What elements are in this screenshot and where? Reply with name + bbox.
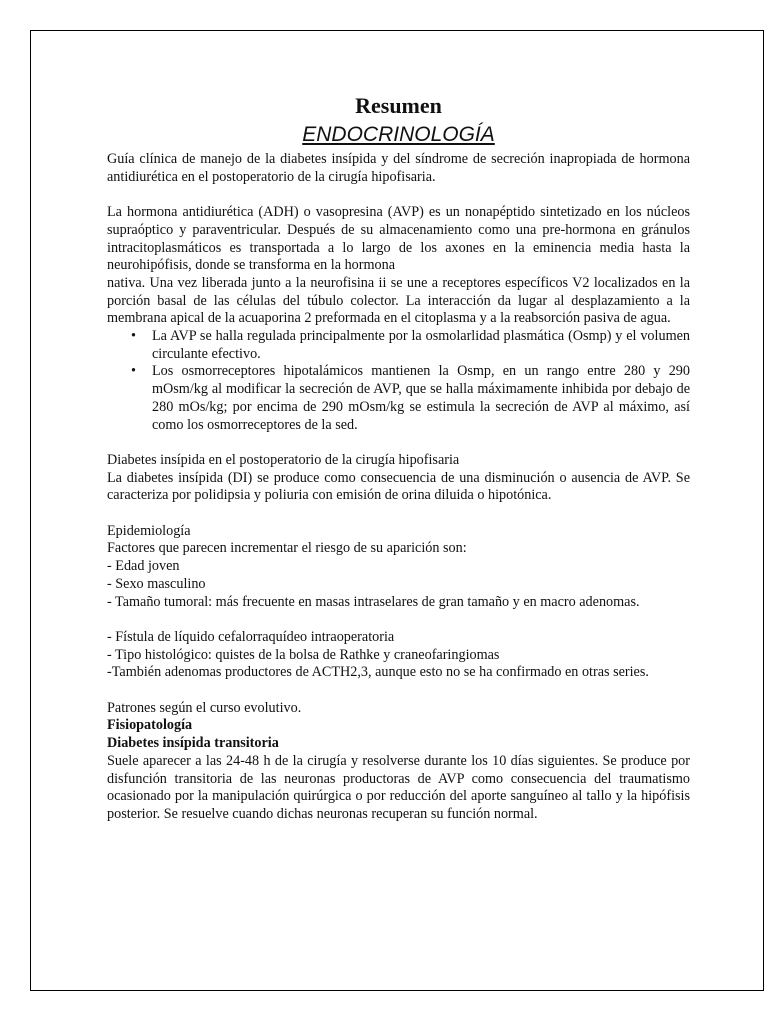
bullet-icon: • xyxy=(131,328,136,345)
transient-di-paragraph: Suele aparecer a las 24-48 h de la cirugía y resolverse durante los 10 días siguientes. Se produce por disfunción transitoria de las neuronas productoras de AVP como consecuencia del traumatismo ocasionado por la manipulación quirúrgica o por reducción del aporte sanguíneo al tallo y la hipófisis posterior. Se resuelve cuando dichas neuronas recuperan su función normal. xyxy=(107,752,690,822)
list-item xyxy=(131,328,690,363)
bullet-icon: • xyxy=(131,363,136,380)
transient-di-heading: Diabetes insípida transitoria xyxy=(107,735,279,752)
page-subtitle: ENDOCRINOLOGÍA xyxy=(302,123,495,146)
risk-item: - Edad joven xyxy=(107,558,180,575)
intro-paragraph: Guía clínica de manejo de la diabetes insípida y del síndrome de secreción inapropiada de hormona antidiurética en el postoperatorio de la cirugía hipofisaria. xyxy=(107,151,690,185)
document-page xyxy=(30,30,764,991)
bullet-text: Los osmorreceptores hipotalámicos mantienen la Osmp, en un rango entre 280 y 290 mOsm/kg al modificar la secreción de AVP, que se halla máximamente inhibida por debajo de 280 mOs/kg; por encima de 290 mOsm/kg se estimula la secreción de AVP al máximo, así como los osmorreceptores de la sed. xyxy=(152,363,690,433)
adh-paragraph-part1: La hormona antidiurética (ADH) o vasopresina (AVP) es un nonapéptido sintetizado en los núcleos supraóptico y paraventricular. Después de su almacenamiento como una pre-hormona en gránulos intracitoplasmáticos es transportada a lo largo de los axones en la eminencia media hasta la neurohipófisis, donde se transforma en la hormona xyxy=(107,204,690,274)
physiopathology-heading: Fisiopatología xyxy=(107,717,193,734)
bullet-list xyxy=(107,328,690,434)
document-body xyxy=(107,91,690,824)
adh-paragraph-part2: nativa. Una vez liberada junto a la neurofisina ii se une a receptores específicos V2 localizados en la porción basal de las células del túbulo colector. La interacción da lugar al desplazamiento a la membrana apical de la acuaporina 2 preformada en el citoplasma y a la reabsorción pasiva de agua. xyxy=(107,274,690,327)
epidemiology-lead: Factores que parecen incrementar el riesgo de su aparición son: xyxy=(107,540,467,557)
page-title: Resumen xyxy=(355,93,442,118)
risk-item: -También adenomas productores de ACTH2,3, aunque esto no se ha confirmado en otras series. xyxy=(107,664,649,681)
risk-item: - Tamaño tumoral: más frecuente en masas intraselares de gran tamaño y en macro adenomas. xyxy=(107,593,640,610)
di-paragraph: La diabetes insípida (DI) se produce como consecuencia de una disminución o ausencia de AVP. Se caracteriza por polidipsia y poliuria con emisión de orina diluida o hipotónica. xyxy=(107,469,690,504)
patterns-lead: Patrones según el curso evolutivo. xyxy=(107,699,302,716)
di-heading: Diabetes insípida en el postoperatorio de la cirugía hipofisaria xyxy=(107,451,460,468)
epidemiology-heading: Epidemiología xyxy=(107,522,191,539)
list-item xyxy=(131,363,690,434)
risk-item: - Sexo masculino xyxy=(107,575,206,592)
risk-item: - Fístula de líquido cefalorraquídeo intraoperatoria xyxy=(107,628,395,645)
risk-item: - Tipo histológico: quistes de la bolsa de Rathke y craneofaringiomas xyxy=(107,646,500,663)
bullet-text: La AVP se halla regulada principalmente por la osmolarlidad plasmática (Osmp) y el volumen circulante efectivo. xyxy=(152,328,690,362)
